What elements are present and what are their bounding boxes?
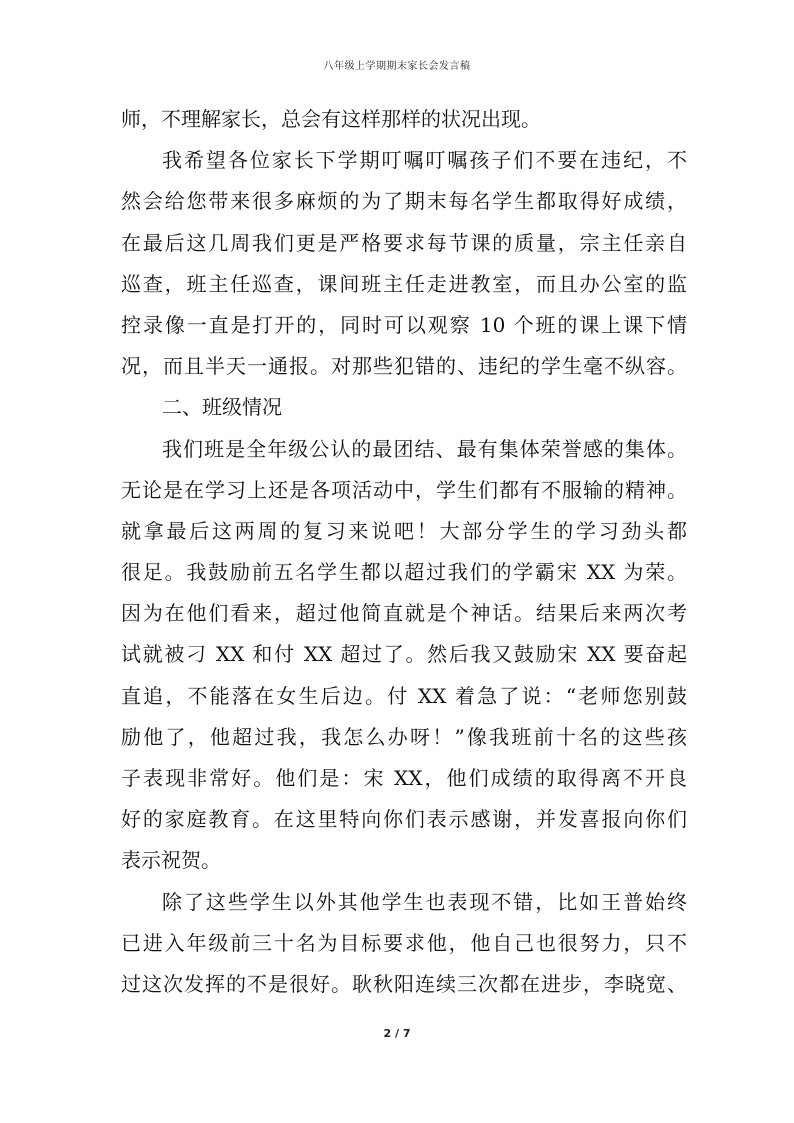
text-line: 励他了，他超过我，我怎么办呀！”像我班前十名的这些孩	[121, 724, 687, 749]
text-line: 好的家庭教育。在这里特向你们表示感谢，并发喜报向你们	[121, 807, 687, 832]
text-line: 在最后这几周我们更是严格要求每节课的质量，宗主任亲自	[121, 230, 687, 255]
text-line: 况，而且半天一通报。对那些犯错的、违纪的学生毫不纵容。	[121, 354, 687, 379]
text-line: 我们班是全年级公认的最团结、最有集体荣誉感的集体。	[162, 436, 687, 461]
section-heading: 二、班级情况	[162, 395, 282, 420]
text-line: 就拿最后这两周的复习来说吧！大部分学生的学习劲头都	[121, 518, 687, 543]
text-line: 表示祝贺。	[121, 848, 221, 873]
text-line: 直追，不能落在女生后边。付 XX 着急了说：“老师您别鼓	[121, 683, 687, 708]
document-header: 八年级上学期期末家长会发言稿	[323, 61, 471, 72]
text-line: 很足。我鼓励前五名学生都以超过我们的学霸宋 XX 为荣。	[121, 560, 687, 585]
text-line: 试就被刁 XX 和付 XX 超过了。然后我又鼓励宋 XX 要奋起	[121, 642, 687, 667]
text-line: 过这次发挥的不是很好。耿秋阳连续三次都在进步，李晓宽、	[121, 971, 687, 996]
page-number: 2 / 7	[383, 1027, 411, 1040]
text-line: 已进入年级前三十名为目标要求他，他自己也很努力，只不	[121, 930, 687, 955]
text-line: 师，不理解家长，总会有这样那样的状况出现。	[121, 107, 541, 131]
text-line: 无论是在学习上还是各项活动中，学生们都有不服输的精神。	[121, 477, 687, 502]
text-line: 因为在他们看来，超过他简直就是个神话。结果后来两次考	[121, 601, 687, 626]
text-line: 我希望各位家长下学期叮嘱叮嘱孩子们不要在违纪，不	[162, 148, 687, 173]
text-line: 子表现非常好。他们是：宋 XX，他们成绩的取得离不开良	[121, 766, 687, 790]
text-line: 巡查，班主任巡查，课间班主任走进教室，而且办公室的监	[121, 271, 687, 296]
text-line: 控录像一直是打开的，同时可以观察 10 个班的课上课下情	[121, 312, 687, 337]
text-line: 然会给您带来很多麻烦的为了期末每名学生都取得好成绩，	[121, 189, 687, 214]
document-body	[121, 99, 687, 1005]
text-line: 除了这些学生以外其他学生也表现不错，比如王普始终	[162, 889, 687, 914]
